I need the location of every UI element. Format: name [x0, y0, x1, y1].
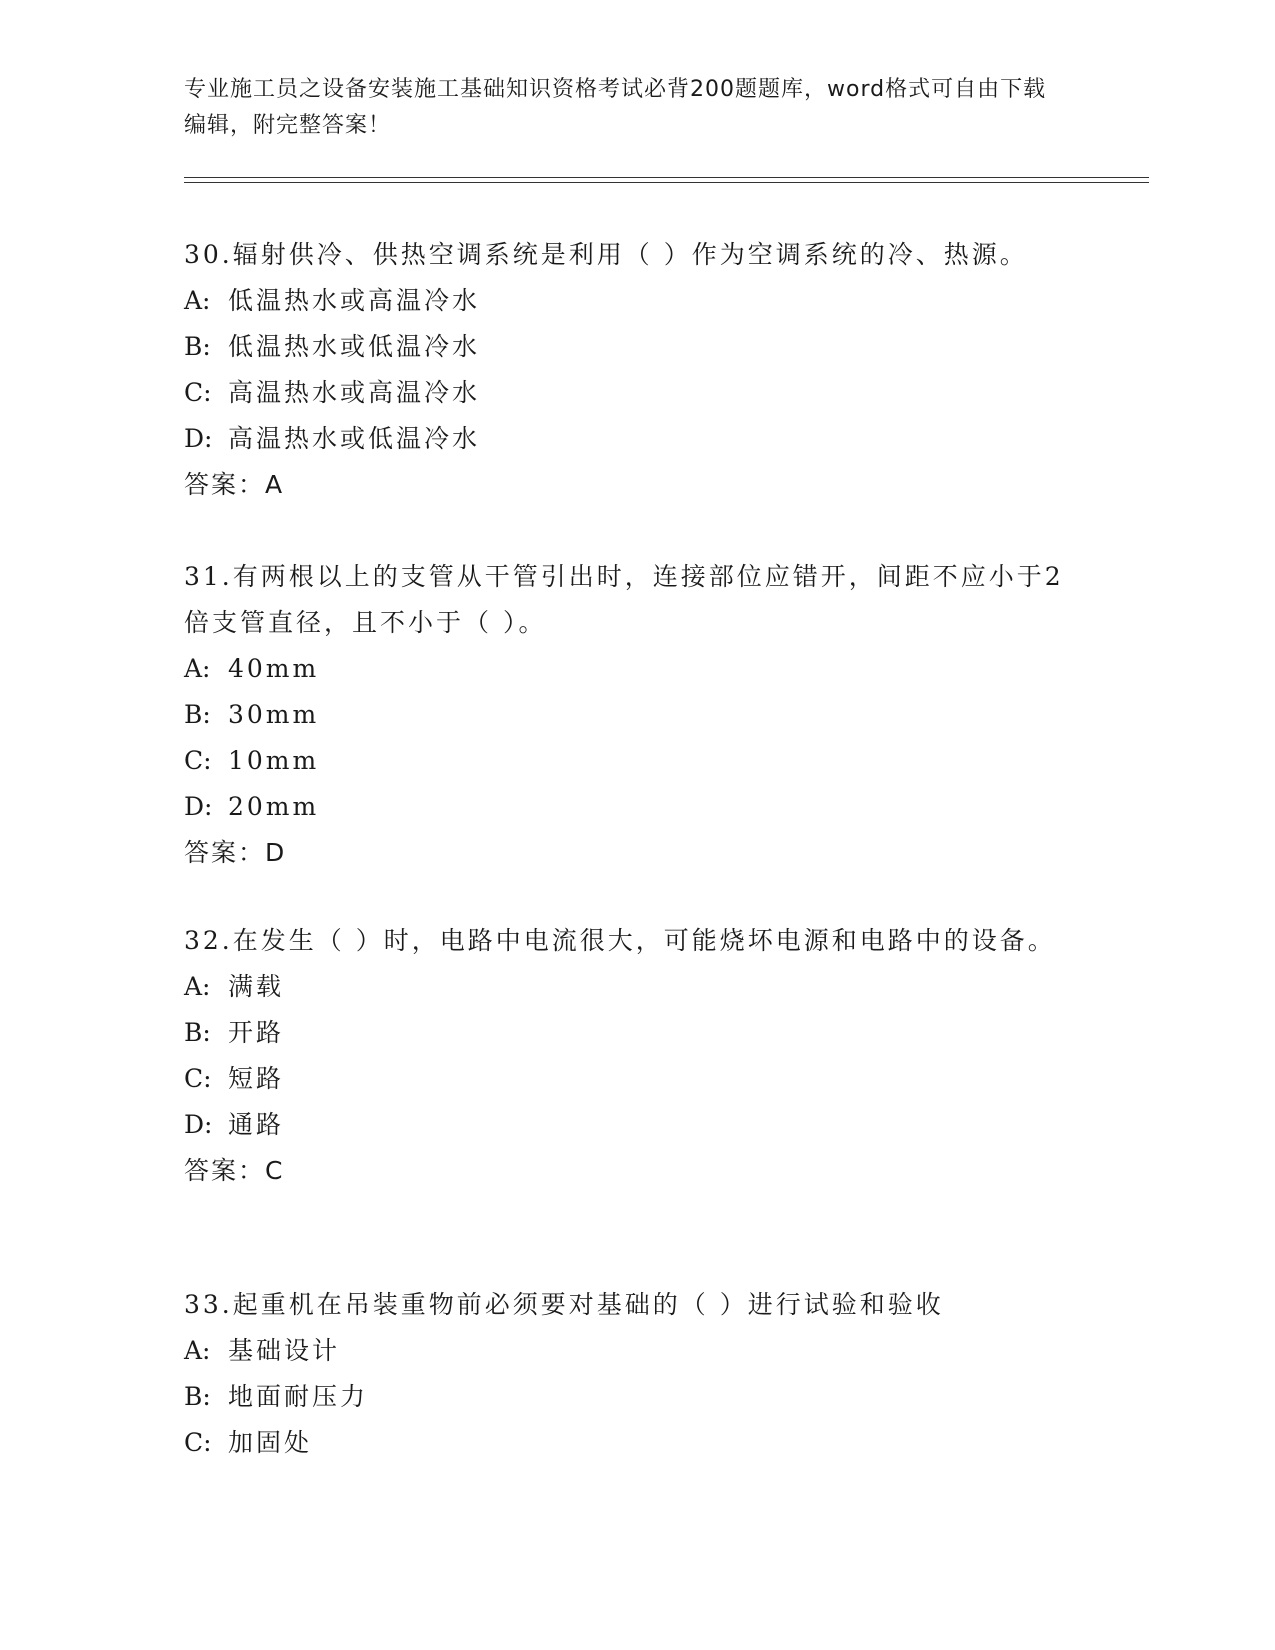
option-d [184, 784, 1084, 830]
option-label: B: [184, 1382, 211, 1411]
option-a [184, 646, 1084, 692]
option-text: 高温热水或低温冷水 [228, 424, 481, 453]
question-text: 32.在发生（ ）时，电路中电流很大，可能烧坏电源和电路中的设备。 [184, 926, 1056, 955]
answer: 答案：C [184, 1156, 285, 1185]
option-label: A: [184, 1336, 211, 1365]
option-label: A: [184, 286, 211, 315]
option-label: B: [184, 1018, 211, 1047]
option-c [184, 738, 1084, 784]
question-text: 31.有两根以上的支管从干管引出时，连接部位应错开，间距不应小于2倍支管直径，且不小于（ ）。 [184, 562, 1064, 637]
question-31 [184, 554, 1084, 876]
option-text: 低温热水或高温冷水 [228, 286, 481, 315]
answer: 答案：D [184, 838, 287, 867]
option-text: 30mm [228, 700, 320, 729]
option-text: 高温热水或高温冷水 [228, 378, 481, 407]
option-label: C: [184, 1064, 212, 1093]
question-text: 33.起重机在吊装重物前必须要对基础的（ ）进行试验和验收 [184, 1290, 944, 1319]
option-label: D: [184, 1110, 213, 1139]
option-c [184, 370, 1084, 416]
option-d [184, 416, 1084, 462]
header-divider-top [184, 177, 1149, 178]
option-b [184, 692, 1084, 738]
question-text: 30.辐射供冷、供热空调系统是利用（ ）作为空调系统的冷、热源。 [184, 240, 1028, 269]
question-30 [184, 232, 1084, 508]
option-b [184, 1010, 1084, 1056]
option-text: 满载 [228, 972, 285, 1001]
option-label: C: [184, 746, 212, 775]
option-text: 低温热水或低温冷水 [228, 332, 481, 361]
option-a [184, 1328, 1084, 1374]
document-header: 专业施工员之设备安装施工基础知识资格考试必背200题题库，word格式可自由下载编辑，附完整答案！ [184, 77, 1047, 138]
option-text: 开路 [228, 1018, 285, 1047]
option-a [184, 278, 1084, 324]
header-divider-bottom [184, 182, 1149, 183]
option-label: A: [184, 972, 211, 1001]
option-text: 短路 [228, 1064, 285, 1093]
option-text: 20mm [228, 792, 320, 821]
option-text: 地面耐压力 [228, 1382, 369, 1411]
option-text: 加固处 [228, 1428, 313, 1457]
option-text: 通路 [228, 1110, 285, 1139]
option-c [184, 1056, 1084, 1102]
option-label: C: [184, 1428, 212, 1457]
answer: 答案：A [184, 470, 285, 499]
option-d [184, 1102, 1084, 1148]
option-label: B: [184, 332, 211, 361]
option-label: D: [184, 424, 213, 453]
option-b [184, 324, 1084, 370]
option-text: 40mm [228, 654, 320, 683]
option-label: B: [184, 700, 211, 729]
option-text: 基础设计 [228, 1336, 341, 1365]
question-33 [184, 1282, 1084, 1466]
option-b [184, 1374, 1084, 1420]
option-label: D: [184, 792, 213, 821]
option-text: 10mm [228, 746, 320, 775]
option-a [184, 964, 1084, 1010]
option-label: A: [184, 654, 211, 683]
question-32 [184, 918, 1084, 1194]
option-c [184, 1420, 1084, 1466]
option-label: C: [184, 378, 212, 407]
